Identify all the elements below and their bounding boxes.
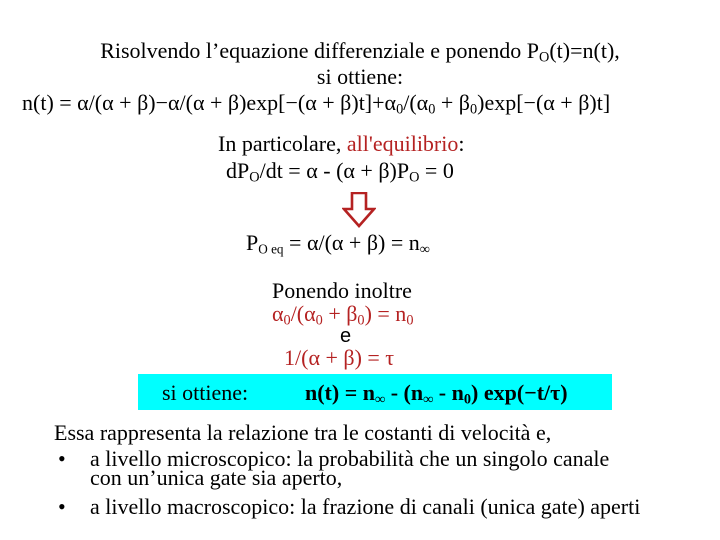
solution-sub-2: 0 xyxy=(428,101,436,118)
bullet-1-marker: • xyxy=(58,446,66,471)
bullet-1-line-1: a livello microscopico: la probabilità che un singolo canale xyxy=(90,446,610,471)
result-sub-2: ∞ xyxy=(423,391,434,408)
solution-part-4: )exp[−(α + β)t] xyxy=(477,90,611,115)
setting-part-c: + β xyxy=(322,301,358,326)
intro-text-a: Risolvendo l’equazione differenziale e ponendo P xyxy=(100,38,540,63)
eq-part-b: /dt = α - (α + β)P xyxy=(259,158,410,183)
solution-part-1: n(t) = α/(α + β)−α/(α + β)exp[−(α + β)t]+α xyxy=(22,90,397,115)
setting-line-2 xyxy=(272,301,414,329)
steady-part-a: P xyxy=(246,230,259,255)
setting-sub-1: 0 xyxy=(283,312,291,329)
result-label: si ottiene: xyxy=(162,380,249,405)
eq-sub-1: O xyxy=(249,169,260,186)
solution-sub-3: 0 xyxy=(469,101,478,118)
setting-part-d: ) = n xyxy=(364,301,407,326)
bullet-1-line-2: con un’unica gate sia aperto, xyxy=(90,465,343,490)
steady-sub-1: O eq xyxy=(258,241,284,257)
setting-connector: e xyxy=(340,325,352,347)
equilibrium-equation xyxy=(226,158,454,186)
result-part-d: ) exp(−t/τ) xyxy=(471,380,568,405)
equilibrium-suffix: : xyxy=(458,131,465,156)
setting-sub-4: 0 xyxy=(406,312,414,329)
setting-sub-3: 0 xyxy=(357,312,365,329)
solution-part-2: /(α xyxy=(403,90,429,115)
steady-part-b: = α/(α + β) = n xyxy=(283,230,420,255)
equilibrium-prefix: In particolare, xyxy=(218,131,347,156)
result-part-c: - n xyxy=(433,380,464,405)
bullet-2-line: a livello macroscopico: la frazione di canali (unica gate) aperti xyxy=(90,494,641,519)
bullet-2-marker: • xyxy=(58,494,66,519)
setting-title: Ponendo inoltre xyxy=(272,278,412,303)
intro-subscript: O xyxy=(539,49,550,66)
intro-text-b: (t)=n(t), xyxy=(549,38,620,63)
intro-line-2: si ottiene: xyxy=(316,64,404,89)
general-solution xyxy=(22,90,611,118)
eq-part-a: dP xyxy=(226,158,250,183)
eq-sub-2: O xyxy=(409,169,420,186)
solution-part-3: + β xyxy=(435,90,470,115)
result-part-b: - (n xyxy=(385,380,424,405)
equilibrium-highlight: all'equilibrio xyxy=(346,131,459,156)
setting-part-b: /(α xyxy=(290,301,316,326)
result-part-a: n(t) = n xyxy=(305,380,375,405)
setting-sub-2: 0 xyxy=(315,312,323,329)
setting-part-a: α xyxy=(272,301,284,326)
conclusion-line: Essa rappresenta la relazione tra le costanti di velocità e, xyxy=(54,420,552,445)
result-sub-1: ∞ xyxy=(375,391,386,408)
result-equation xyxy=(305,380,568,408)
down-arrow-icon xyxy=(342,192,376,228)
setting-line-4: 1/(α + β) = τ xyxy=(284,345,395,370)
steady-state-equation xyxy=(246,230,430,258)
intro-line-1 xyxy=(0,38,720,66)
equilibrium-heading xyxy=(218,133,465,155)
steady-sub-2: ∞ xyxy=(419,241,430,258)
solution-sub-1: 0 xyxy=(396,101,404,118)
eq-part-c: = 0 xyxy=(419,158,454,183)
result-sub-3: 0 xyxy=(463,391,472,408)
